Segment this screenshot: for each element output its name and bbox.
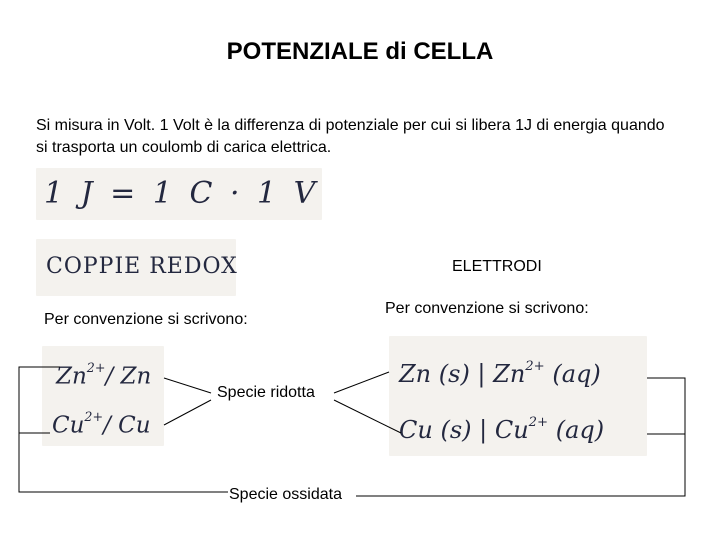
intro-paragraph: Si misura in Volt. 1 Volt è la differenza di potenziale per cui si libera 1J di energia quando si trasporta un coulomb di carica elettrica.: [36, 117, 665, 156]
copper-couple: $Cu^{2+}/$ Cu: [52, 409, 151, 439]
line-right-to-reduced-1: [334, 372, 389, 393]
electrodes-heading: ELETTRODI: [452, 258, 542, 275]
oxidized-species-label: Specie ossidata: [229, 486, 342, 503]
line-right-to-reduced-2: [334, 400, 401, 433]
zinc-couple: $Zn^{2+}/$ Zn: [56, 360, 152, 390]
copper-electrode: Cu (s) | $Cu^{2+}$ (aq): [399, 415, 605, 444]
bracket-left-oxidized: [19, 367, 228, 492]
bracket-right-oxidized: [356, 378, 685, 496]
handwritten-redox-pairs: COPPIE REDOX: [46, 254, 238, 279]
zinc-electrode: Zn (s) | $Zn^{2+}$ (aq): [399, 359, 601, 388]
handwritten-equation: 1 J = 1 C · 1 V: [44, 176, 320, 211]
line-left-to-reduced-2: [164, 400, 211, 425]
reduced-species-label: Specie ridotta: [217, 384, 315, 401]
line-left-to-reduced-1: [164, 378, 211, 393]
convention-label-right: Per convenzione si scrivono:: [385, 300, 589, 317]
page-title: POTENZIALE di CELLA: [226, 38, 494, 65]
convention-label-left: Per convenzione si scrivono:: [44, 311, 248, 328]
